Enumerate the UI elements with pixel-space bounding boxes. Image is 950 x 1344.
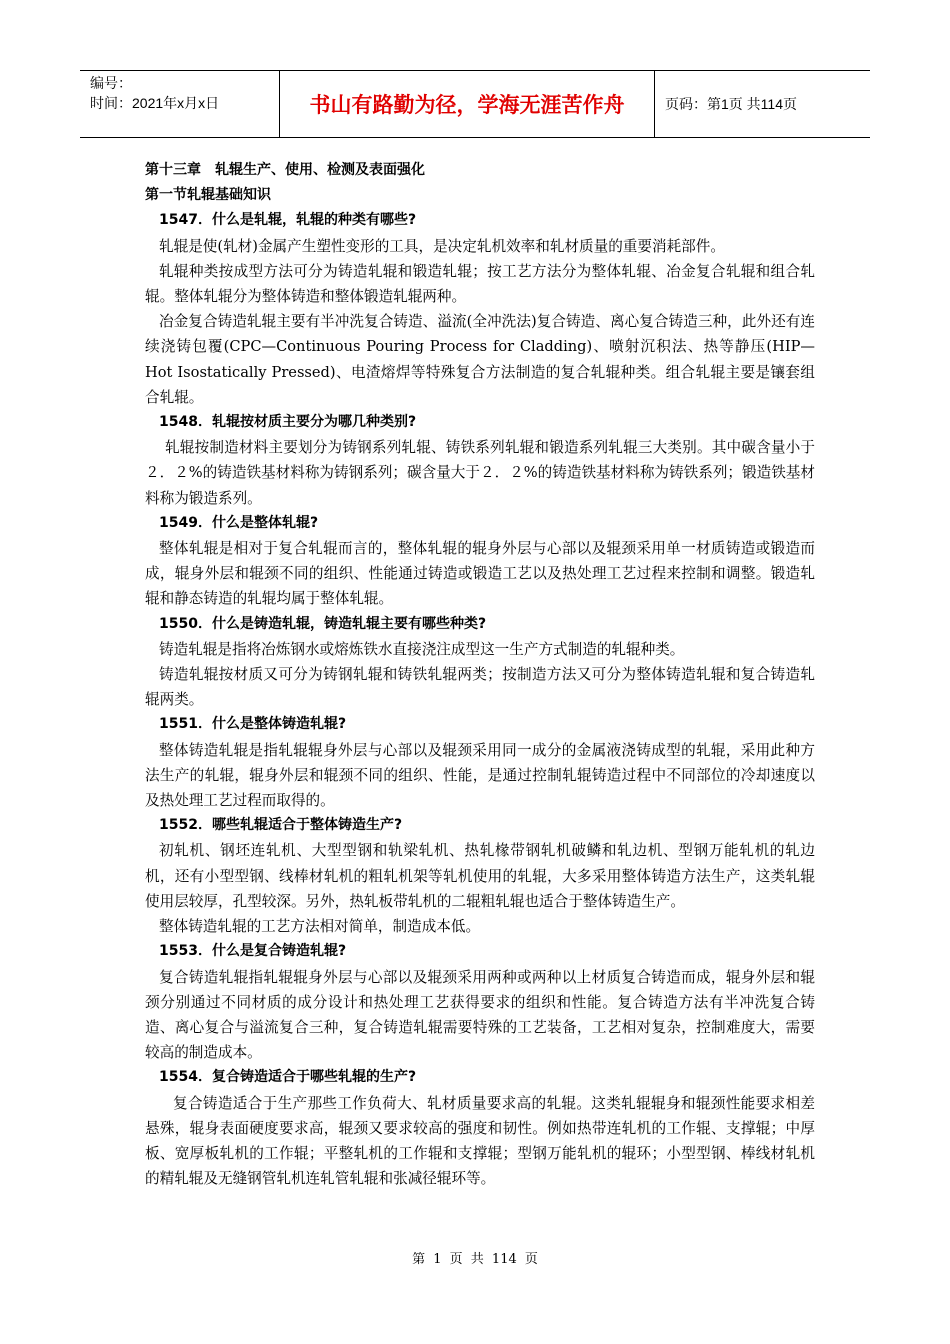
- question-heading: 1553．什么是复合铸造轧辊?: [159, 943, 347, 960]
- body-paragraph: 冶金复合铸造轧辊主要有半冲洗复合铸造、溢流(全冲洗法)复合铸造、离心复合铸造三种，此外还有连续浇铸包覆(CPC—Continuous Pouring Process for Cladding)、喷射沉积法、热等静压(HIP—Hot Isostatically Pressed)、电渣熔焊等特殊复合方法制造的复合轧辊种类。组合轧辊主要是镶套组合轧辊。: [145, 313, 815, 406]
- body-paragraph: 铸造轧辊是指将冶炼钢水或熔炼铁水直接浇注成型这一生产方式制造的轧辊种类。: [159, 640, 685, 658]
- body-paragraph: 整体铸造轧辊的工艺方法相对简单，制造成本低。: [159, 918, 481, 936]
- document-date: 时间：2021年x月x日: [90, 95, 220, 111]
- body-paragraph: 复合铸造适合于生产那些工作负荷大、轧材质量要求高的轧辊。这类轧辊辊身和辊颈性能要求相差悬殊，辊身表面硬度要求高，辊颈又要求较高的强度和韧性。例如热带连轧机的工作辊、支撑辊；中厚板、宽厚板轧机的工作辊；平整轧机的工作辊和支撑辊；型钢万能轧机的辊环；小型型钢、棒线材轧机的精轧辊及无缝钢管轧机连轧管轧辊和张减径辊环等。: [145, 1094, 815, 1188]
- document-body: [145, 158, 815, 1191]
- section-heading: 第一节轧辊基础知识: [145, 187, 271, 204]
- question-heading: 1552．哪些轧辊适合于整体铸造生产?: [159, 817, 403, 834]
- header-page-info: 页码：第1页 共114页: [665, 96, 797, 112]
- body-paragraph: 轧辊按制造材料主要划分为铸钢系列轧辊、铸铁系列轧辊和锻造系列轧辊三大类别。其中碳含量小于２．２%的铸造铁基材料称为铸钢系列；碳含量大于２．２%的铸造铁基材料称为铸铁系列；锻造铁基材料称为锻造系列。: [145, 439, 815, 507]
- body-paragraph: 初轧机、钢坯连轧机、大型型钢和轨梁轧机、热轧椽带钢轧机破鳞和轧边机、型钢万能轧机的轧边机，还有小型型钢、线棒材轧机的粗轧机架等轧机使用的轧辊，大多采用整体铸造方法生产，这类轧辊使用层较厚，孔型较深。另外，热轧板带轧机的二辊粗轧辊也适合于整体铸造生产。: [145, 842, 815, 910]
- header-motto: 书山有路勤为径，学海无涯苦作舟: [280, 71, 655, 137]
- body-paragraph: 铸造轧辊按材质又可分为铸钢轧辊和铸铁轧辊两类；按制造方法又可分为整体铸造轧辊和复合铸造轧辊两类。: [145, 666, 815, 709]
- question-heading: 1551．什么是整体铸造轧辊?: [159, 716, 347, 733]
- body-paragraph: 复合铸造轧辊指轧辊辊身外层与心部以及辊颈采用两种或两种以上材质复合铸造而成，辊身外层和辊颈分别通过不同材质的成分设计和热处理工艺获得要求的组织和性能。复合铸造方法有半冲洗复合铸造、离心复合与溢流复合三种，复合铸造轧辊需要特殊的工艺装备，工艺相对复杂，控制难度大，需要较高的制造成本。: [145, 968, 815, 1062]
- question-heading: 1548．轧辊按材质主要分为哪几种类别?: [159, 414, 417, 431]
- question-heading: 1554．复合铸造适合于哪些轧辊的生产?: [159, 1069, 417, 1086]
- body-paragraph: 整体铸造轧辊是指轧辊辊身外层与心部以及辊颈采用同一成分的金属液浇铸成型的轧辊，采用此种方法生产的轧辊，辊身外层和辊颈不同的组织、性能，是通过控制轧辊铸造过程中不同部位的冷却速度以及热处理工艺过程而取得的。: [145, 741, 815, 810]
- question-heading: 1547．什么是轧辊，轧辊的种类有哪些?: [159, 212, 417, 229]
- section-heading: 第十三章 轧辊生产、使用、检测及表面强化: [145, 162, 425, 178]
- page-footer: 第 1 页 共 114 页: [412, 1252, 538, 1267]
- body-paragraph: 轧辊种类按成型方法可分为铸造轧辊和锻造轧辊；按工艺方法分为整体轧辊、冶金复合轧辊和组合轧辊。整体轧辊分为整体铸造和整体锻造轧辊两种。: [145, 262, 815, 306]
- question-heading: 1549．什么是整体轧辊?: [159, 514, 319, 531]
- page-header: [80, 70, 870, 138]
- question-heading: 1550．什么是铸造轧辊，铸造轧辊主要有哪些种类?: [159, 615, 487, 632]
- body-paragraph: 轧辊是使(轧材)金属产生塑性变形的工具，是决定轧机效率和轧材质量的重要消耗部件。: [159, 237, 725, 255]
- header-meta: [80, 71, 280, 137]
- body-paragraph: 整体轧辊是相对于复合轧辊而言的，整体轧辊的辊身外层与心部以及辊颈采用单一材质铸造或锻造而成，辊身外层和辊颈不同的组织、性能通过铸造或锻造工艺以及热处理工艺过程来控制和调整。锻造轧辊和静态铸造的轧辊均属于整体轧辊。: [145, 540, 815, 608]
- document-number-label: 编号：: [90, 75, 132, 91]
